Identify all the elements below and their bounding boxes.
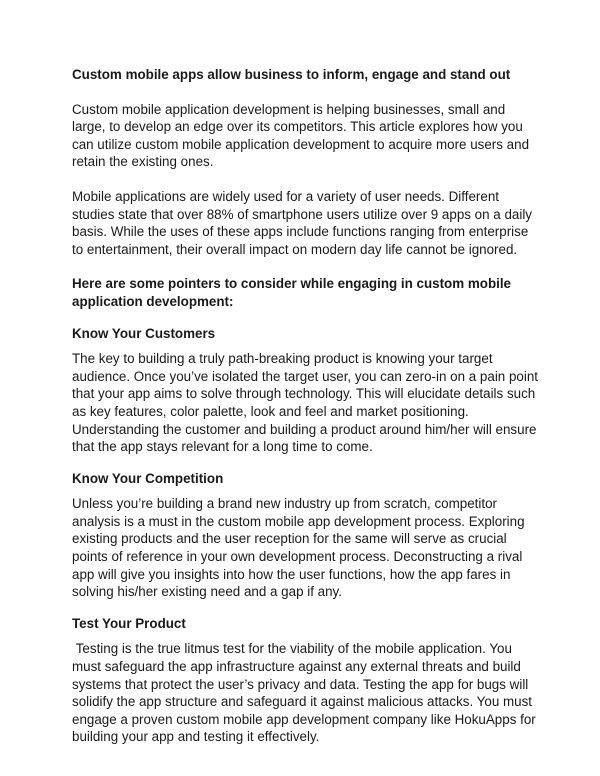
section-know-your-customers xyxy=(72,325,542,456)
section-body: Testing is the true litmus test for the viability of the mobile application. You must safeguard the app infrastructure against any external threats and build systems that protect the user’s privacy and data. Testing the app for bugs will solidify the app structure and safeguard it against malicious attacks. You must engage a proven custom mobile app development company like HokuApps for building your app and testing it effectively. xyxy=(72,641,540,745)
section-know-your-competition xyxy=(72,470,542,601)
intro-paragraph: Custom mobile application development is helping businesses, small and large, to develop an edge over its competitors. This article explores how you can utilize custom mobile application development to acquire more users and retain the existing ones. xyxy=(72,101,530,170)
section-heading: Know Your Competition xyxy=(72,470,224,486)
section-body: Unless you’re building a brand new industry up from scratch, competitor analysis is a must in the custom mobile app development process. Exploring existing products and the user reception for the same will serve as crucial points of reference in your own development process. Deconstructing a rival app will give you insights into how the user functions, how the app fares in solving his/her existing need and a gap if any. xyxy=(72,496,525,600)
document-title: Custom mobile apps allow business to inform, engage and stand out xyxy=(72,67,511,82)
section-heading: Know Your Customers xyxy=(72,325,216,341)
usage-paragraph: Mobile applications are widely used for a variety of user needs. Different studies state that over 88% of smartphone users utilize over 9 apps on a daily basis. While the uses of these apps include functions ranging from enterprise to entertainment, their overall impact on modern day life cannot be ignored. xyxy=(72,188,533,257)
section-body: The key to building a truly path-breaking product is knowing your target audience. Once you’ve isolated the target user, you can zero-in on a pain point that your app aims to solve through technology. This will elucidate details such as key features, color palette, look and feel and market positioning. Understanding the customer and building a product around him/her will ensure that the app stays relevant for a long time to come. xyxy=(72,351,538,455)
document-page xyxy=(72,66,542,746)
pointers-heading: Here are some pointers to consider while engaging in custom mobile application development: xyxy=(72,276,512,309)
section-test-your-product xyxy=(72,615,542,746)
section-heading: Test Your Product xyxy=(72,615,186,631)
